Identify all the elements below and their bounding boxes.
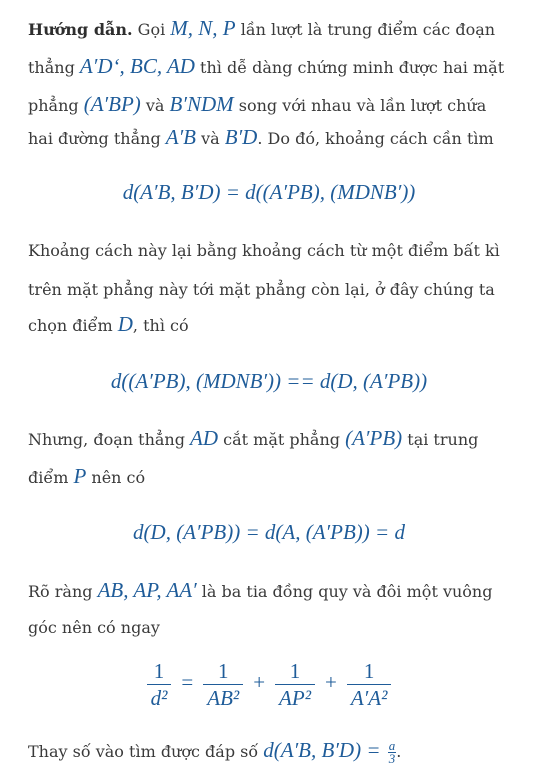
- para4-line-2: góc nên có ngay: [28, 618, 160, 637]
- hint-line-3: phẳng (A′BP) và B′NDM song với nhau và lần lượt chứa: [28, 92, 487, 116]
- math-rays: AB, AP, AA′: [97, 578, 197, 602]
- math-line-2: B′D: [224, 125, 258, 149]
- para2-line-3: chọn điểm D, thì có: [28, 312, 189, 336]
- fraction-aa: $\frac{1}{\text{A′A²}}$: [347, 658, 392, 711]
- fraction-lhs: $\frac{1}{\text{d²}}$: [147, 658, 172, 711]
- math-plane: (A′PB): [345, 426, 403, 450]
- para3-line-1: Nhưng, đoạn thẳng AD cắt mặt phẳng (A′PB) tại trung: [28, 426, 479, 450]
- hint-line-4: hai đường thẳng A′B và B′D. Do đó, khoảng cách cần tìm: [28, 125, 494, 149]
- fraction-ab: $\frac{1}{\text{AB²}}$: [203, 658, 243, 711]
- hint-label: Hướng dẫn.: [28, 20, 133, 39]
- math-point-d: D: [117, 312, 133, 336]
- equation-3: d(D, (A′PB)) = d(A, (A′PB)) = d: [133, 520, 405, 544]
- fraction-ap: $\frac{1}{\text{AP²}}$: [275, 658, 315, 711]
- answer-fraction: $\frac{a}{3}$: [388, 738, 396, 766]
- equation-1: d(A′B, B′D) = d((A′PB), (MDNB′)): [122, 180, 416, 204]
- math-mnp: M, N, P: [170, 16, 236, 40]
- para2-line-2: trên mặt phẳng này tới mặt phẳng còn lại, ở đây chúng ta: [28, 280, 495, 299]
- para3-line-2: điểm P nên có: [28, 464, 146, 488]
- hint-line-2: thẳng A′D‘, BC, AD thì dễ dàng chứng minh được hai mặt: [28, 54, 505, 78]
- math-plane-2: B′NDM: [169, 92, 234, 116]
- math-line-1: A′B: [165, 125, 197, 149]
- math-segments: A′D‘, BC, AD: [79, 54, 195, 78]
- math-segment-ad: AD: [190, 426, 219, 450]
- equation-2: d((A′PB), (MDNB′)) == d(D, (A′PB)): [110, 369, 428, 393]
- final-answer-line: Thay số vào tìm được đáp số d(A′B, B′D) = $\frac{a}{3}$ .: [28, 738, 402, 766]
- math-point-p: P: [73, 464, 87, 488]
- final-expression: d(A′B, B′D) =: [263, 738, 386, 762]
- para2-line-1: Khoảng cách này lại bằng khoảng cách từ một điểm bất kì: [28, 241, 500, 260]
- equation-4: $\frac{1}{\text{d²}}$ = $\frac{1}{\text{AB²}}$ + $\frac{1}{\text{AP²}}$ + $\frac{1}{\text{A′A²}}$: [0, 658, 538, 711]
- math-plane-1: (A′BP): [83, 92, 141, 116]
- hint-line-1: Hướng dẫn. Gọi M, N, P lần lượt là trung điểm các đoạn: [28, 16, 496, 40]
- para4-line-1: Rõ ràng AB, AP, AA′ là ba tia đồng quy và đôi một vuông: [28, 578, 493, 602]
